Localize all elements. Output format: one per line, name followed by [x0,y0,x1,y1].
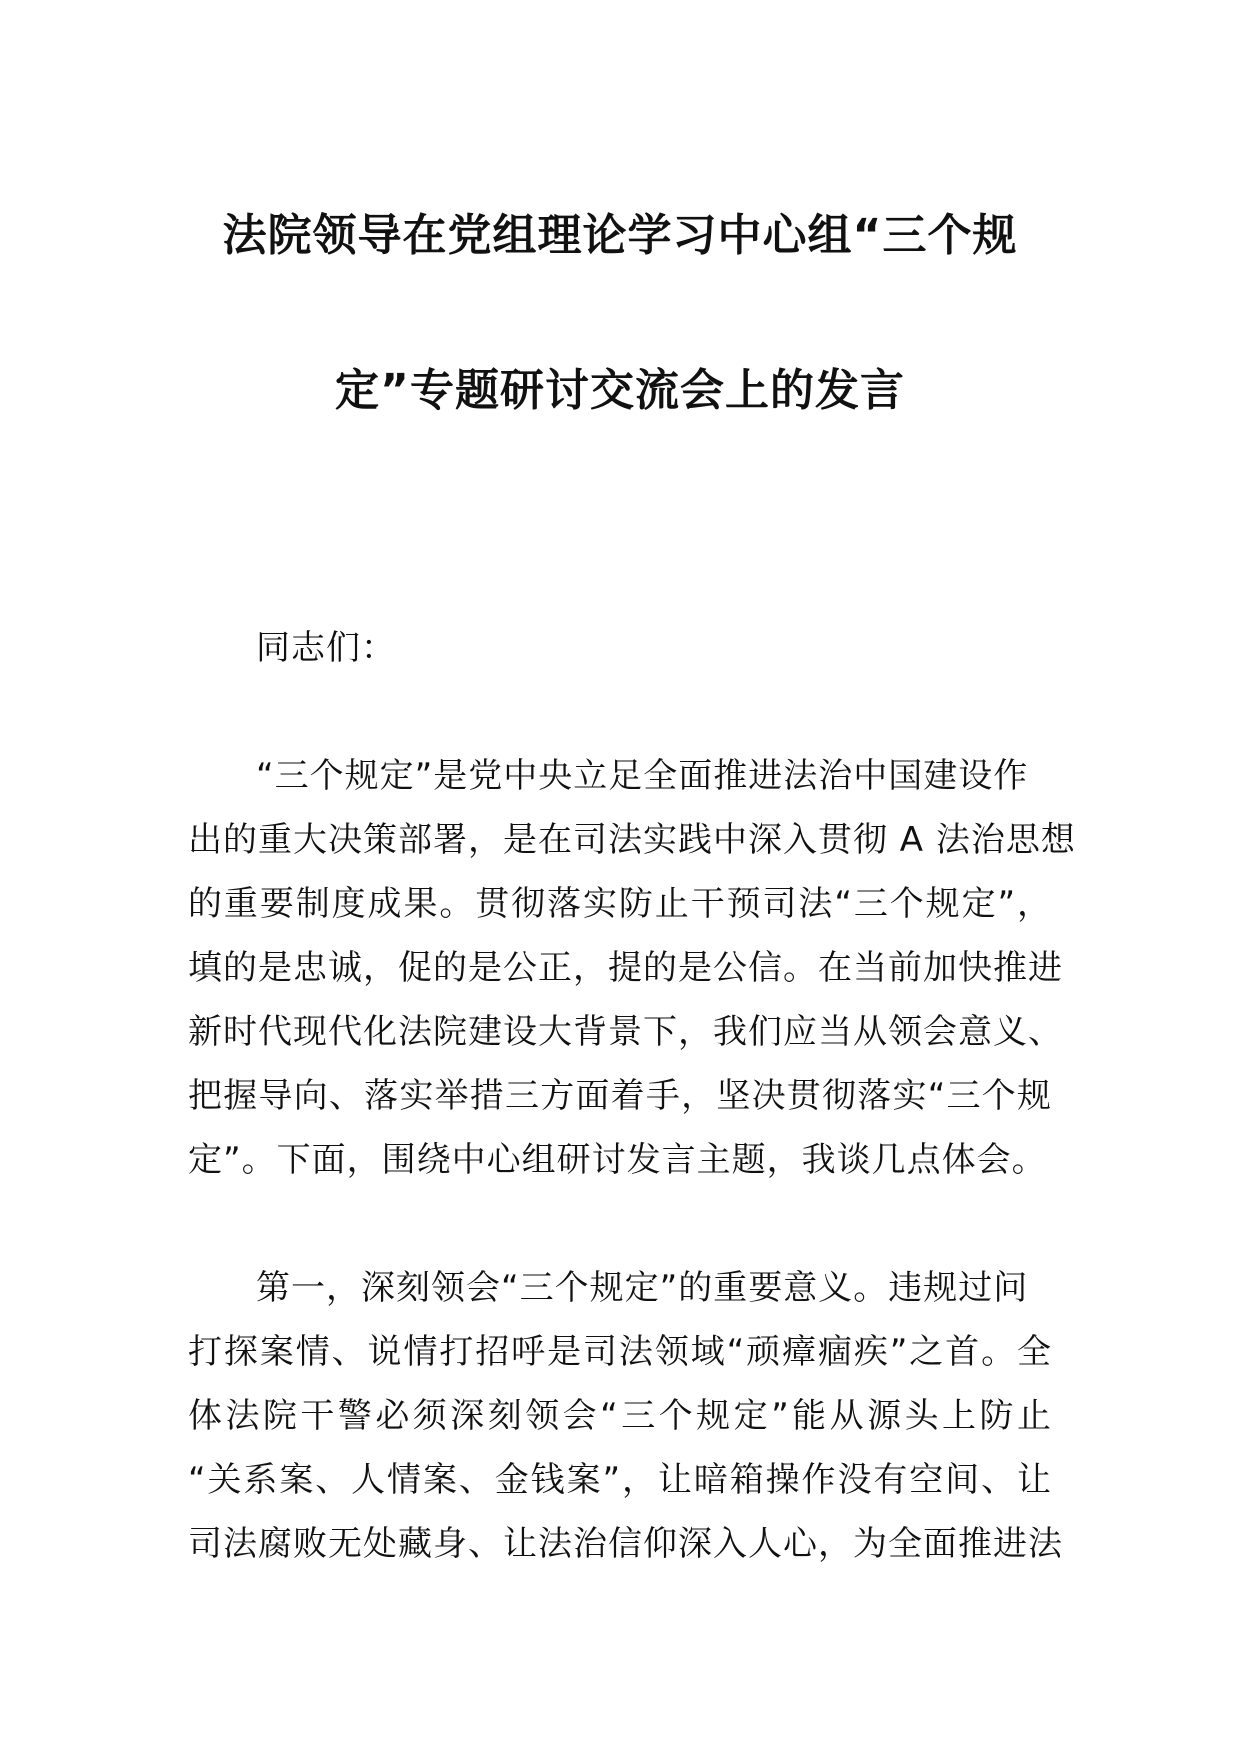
paragraph-1-line-2: 出的重大决策部署，是在司法实践中深入贯彻 A 法治思想 [188,820,1076,860]
paragraph-2-line-4: “关系案、人情案、金钱案”，让暗箱操作没有空间、让 [188,1460,1052,1500]
paragraph-2-line-5: 司法腐败无处藏身、让法治信仰深入人心，为全面推进法 [188,1524,1063,1564]
paragraph-1-line-4: 填的是忠诚，促的是公正，提的是公信。在当前加快推进 [188,948,1063,988]
paragraph-1-line-3: 的重要制度成果。贯彻落实防止干预司法“三个规定”， [188,884,1052,924]
paragraph-1-line-5: 新时代现代化法院建设大背景下，我们应当从领会意义、 [188,1012,1063,1052]
paragraph-2-line-2: 打探案情、说情打招呼是司法领域“顽瘴痼疾”之首。全 [188,1332,1052,1372]
document-title-line-1: 法院领导在党组理论学习中心组“三个规 [222,210,1018,261]
paragraph-2-line-1: 第一，深刻领会“三个规定”的重要意义。违规过问 [256,1268,1029,1308]
salutation: 同志们： [256,628,396,668]
paragraph-1-line-7: 定”。下面，围绕中心组研讨发言主题，我谈几点体会。 [188,1140,1047,1180]
paragraph-1-line-6: 把握导向、落实举措三方面着手，坚决贯彻落实“三个规 [188,1076,1052,1116]
paragraph-1-line-1: “三个规定”是党中央立足全面推进法治中国建设作 [256,756,1029,796]
document-title-line-2: 定”专题研讨交流会上的发言 [335,365,905,416]
paragraph-2-line-3: 体法院干警必须深刻领会“三个规定”能从源头上防止 [188,1396,1052,1436]
